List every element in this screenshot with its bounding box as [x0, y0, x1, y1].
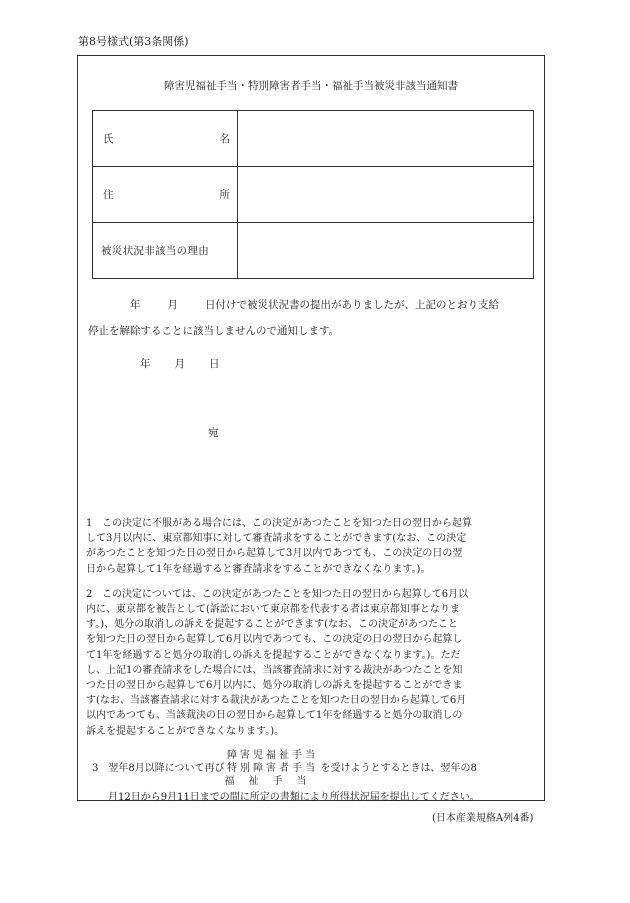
notice-title: 障害児福祉手当・特別障害者手当・福祉手当被災非該当通知書 [164, 80, 458, 92]
address-row [93, 167, 534, 223]
note-3: 3 翌年8月以降について再び 障害児福祉手当 特別障害者手当 福祉手当 を受けようとするときは、翌年の8 月12日から9月11日までの間に所定の書類により所得状況届を提出してください。 [92, 749, 480, 803]
notice-body [88, 292, 536, 344]
notes [86, 516, 538, 805]
info-table [92, 110, 534, 279]
body-line1: 日付けで被災状況書の提出がありましたが、上記のとおり支給 [205, 299, 499, 311]
address-label: 住 所 [93, 167, 238, 223]
body-month: 月 [167, 299, 178, 311]
paper-size-reference: (日本産業規格A列4番) [432, 813, 534, 824]
form-reference: 第8号様式(第3条関係) [78, 35, 189, 48]
body-year: 年 [130, 299, 141, 311]
allowance-options: 障害児福祉手当 特別障害者手当 福祉手当 [224, 749, 321, 787]
name-value [238, 111, 534, 167]
reason-row [93, 223, 534, 279]
notice-date: 年 月 日 [140, 358, 220, 370]
reason-label: 被災状況非該当の理由 [93, 223, 238, 279]
name-label: 氏 名 [93, 111, 238, 167]
notice-frame [77, 55, 545, 801]
name-row [93, 111, 534, 167]
reason-value [238, 223, 534, 279]
note-2: 2 この決定については、この決定があつたことを知つた日の翌日から起算して6月以 内に、東京都を被告として(訴訟において東京都を代表する者は東京都知事となりま す。)、処分の取消しの訴えを提起することができます(なお、この決定があつたこと を知つた日の翌日から起算して6月以内であつても、この決定の日の翌日から起算し て1年を経過すると処分の取消しの訴えを提起することができなくなります。)。ただ し、上記1の審査請求をした場合には、当該審査請求に対する裁決があつたことを知 つた日の翌日から起算して6月以内に、処分の取消しの訴えを提起することができま す(なお、当該審査請求に対する裁決があつたことを知つた日の翌日から起算して6月 以内であつても、当該裁決の日の翌日から起算して1年を経過すると処分の取消しの 訴えを提起することができなくなります。)。 [86, 588, 469, 737]
body-line2: 停止を解除することに該当しませんので通知します。 [88, 325, 340, 337]
addressee: 宛 [208, 427, 219, 439]
note-1: 1 この決定に不服がある場合には、この決定があつたことを知つた日の翌日から起算 して3月以内に、東京都知事に対して審査請求をすることができます(なお、この決定 があつたことを知つた日の翌日から起算して3月以内であつても、この決定の日の翌 日から起算して1年を経過すると審査請求をすることができなくなります。)。 [86, 518, 472, 575]
address-value [238, 167, 534, 223]
